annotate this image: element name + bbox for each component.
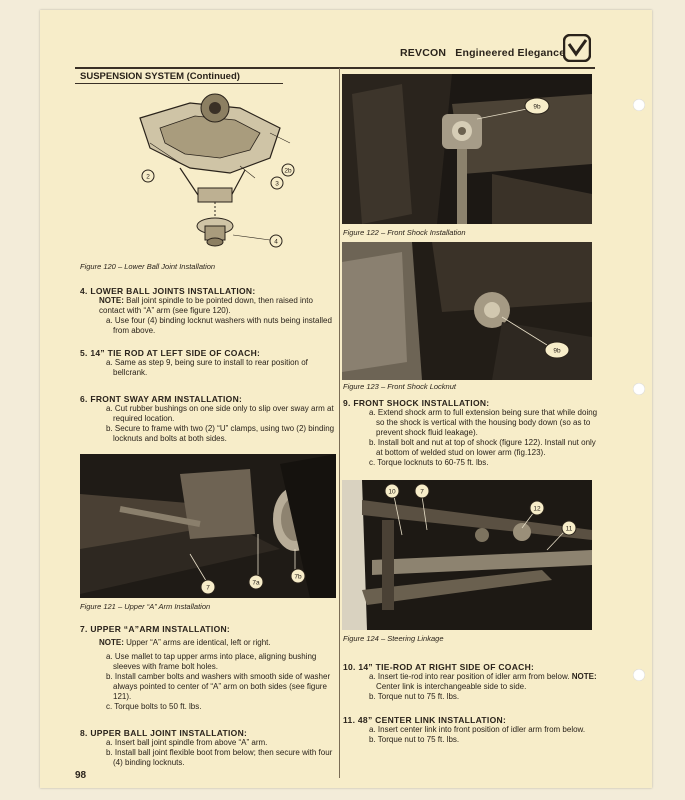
figure-124-caption: Figure 124 – Steering Linkage: [343, 634, 444, 643]
figure-121-photo: [80, 454, 336, 598]
callout-label: 12: [533, 505, 541, 513]
section-5-step-a: a. Same as step 9, being sure to install to rear position of bellcrank.: [106, 358, 308, 377]
section-7-note: [80, 638, 335, 648]
revcon-logo-icon: [563, 34, 591, 62]
figure-120-caption: Figure 120 – Lower Ball Joint Installation: [80, 262, 216, 271]
callout-label: 4: [274, 238, 278, 246]
binder-hole: [633, 383, 645, 395]
callout-label: 9b: [553, 347, 561, 355]
section-7-step-b: b. Install camber bolts and washers with smooth side of washer always pointed to center of “A” arm on both sides (see figure 121).: [106, 672, 331, 701]
manual-page: [40, 10, 652, 788]
section-title: SUSPENSION SYSTEM (Continued): [80, 71, 240, 82]
section-5-title: 5. 14” TIE ROD AT LEFT SIDE OF COACH:: [80, 348, 261, 358]
section-6-title: 6. FRONT SWAY ARM INSTALLATION:: [80, 394, 243, 404]
step-a-text: a. Insert tie-rod into rear position of idler arm from below.: [369, 672, 570, 681]
section-4-note: [80, 296, 335, 316]
section-8-title: 8. UPPER BALL JOINT INSTALLATION:: [80, 728, 248, 738]
figure-122-photo: [342, 74, 592, 224]
figure-123-caption: Figure 123 – Front Shock Locknut: [343, 382, 456, 391]
section-6-step-a: a. Cut rubber bushings on one side only to slip over sway arm at required location.: [106, 404, 334, 423]
section-9-step-b: b. Install bolt and nut at top of shock (figure 122). Install nut only at bottom of welded stud on lower arm (fig.123).: [369, 438, 596, 457]
binder-hole: [633, 99, 645, 111]
callout-label: 7: [420, 488, 424, 496]
callout-label: 3: [275, 180, 279, 188]
section-6-step-b: b. Secure to frame with two (2) “U” clamps, using two (2) binding locknuts and bolts at both sides.: [106, 424, 335, 443]
note-text: Upper “A” arms are identical, left or right.: [126, 638, 271, 647]
section-7: [80, 624, 335, 712]
column-divider: [339, 68, 340, 778]
section-4-step-a: a. Use four (4) binding locknut washers with nuts being installed from above.: [106, 316, 332, 335]
callout-label: 10: [388, 488, 396, 496]
figure-121-caption: Figure 121 – Upper “A” Arm Installation: [80, 602, 211, 611]
brand-tagline: Engineered Elegance: [455, 47, 566, 59]
section-8-step-b: b. Install ball joint flexible boot from below; then secure with four (4) binding locknuts.: [106, 748, 333, 767]
brand-name: REVCON: [400, 47, 447, 59]
note-text: Ball joint spindle to be pointed down, then raised into contact with “A” arm (see figure 120).: [99, 296, 313, 315]
section-9-step-a: a. Extend shock arm to full extension being sure that while doing so the shock is vertical with the housing body down (so as to prevent shock fluid leakage).: [369, 408, 598, 437]
section-7-title: 7. UPPER “A”ARM INSTALLATION:: [80, 624, 231, 634]
note-label: NOTE:: [571, 672, 597, 681]
section-10-title: 10. 14” TIE-ROD AT RIGHT SIDE OF COACH:: [343, 662, 535, 672]
section-9: [343, 398, 598, 468]
figure-124-photo: [342, 480, 592, 630]
figure-122-caption: Figure 122 – Front Shock Installation: [343, 228, 466, 237]
section-11-title: 11. 48” CENTER LINK INSTALLATION:: [343, 715, 507, 725]
figure-123-photo: [342, 242, 592, 380]
callout-label: 2b: [284, 167, 292, 175]
callout-label: 7b: [294, 573, 302, 581]
callout-label: 9b: [533, 103, 541, 111]
section-10-step-a: [362, 672, 598, 692]
section-11: [343, 715, 598, 745]
figure-120-drawing: [120, 88, 300, 256]
callout-label: 7a: [252, 579, 260, 587]
section-6: [80, 394, 335, 444]
section-9-title: 9. FRONT SHOCK INSTALLATION:: [343, 398, 490, 408]
page-number: 98: [75, 770, 87, 781]
section-8: [80, 728, 335, 768]
section-10: [343, 662, 598, 702]
section-4: [80, 286, 335, 336]
section-9-step-c: c. Torque locknuts to 60-75 ft. lbs.: [369, 458, 489, 467]
note-label: NOTE:: [99, 638, 124, 647]
note-label: NOTE:: [99, 296, 124, 305]
note-text: Center link is interchangeable side to side.: [376, 682, 527, 691]
header-brand: [400, 47, 565, 59]
section-7-step-a: a. Use mallet to tap upper arms into place, aligning bushing sleeves with frame bolt holes.: [106, 652, 317, 671]
callout-label: 2: [146, 173, 150, 181]
binder-hole: [633, 669, 645, 681]
title-underline: [75, 83, 283, 84]
section-7-step-c: c. Torque bolts to 50 ft. lbs.: [106, 702, 202, 711]
section-11-step-a: a. Insert center link into front position of idler arm from below.: [369, 725, 586, 734]
header-rule: [75, 67, 595, 69]
section-5: [80, 348, 335, 378]
section-4-title: 4. LOWER BALL JOINTS INSTALLATION:: [80, 286, 256, 296]
callout-label: 11: [565, 525, 573, 533]
section-8-step-a: a. Insert ball joint spindle from above “A” arm.: [106, 738, 268, 747]
callout-label: 7: [206, 584, 210, 592]
section-11-step-b: b. Torque nut to 75 ft. lbs.: [369, 735, 460, 744]
section-10-step-b: b. Torque nut to 75 ft. lbs.: [369, 692, 460, 701]
